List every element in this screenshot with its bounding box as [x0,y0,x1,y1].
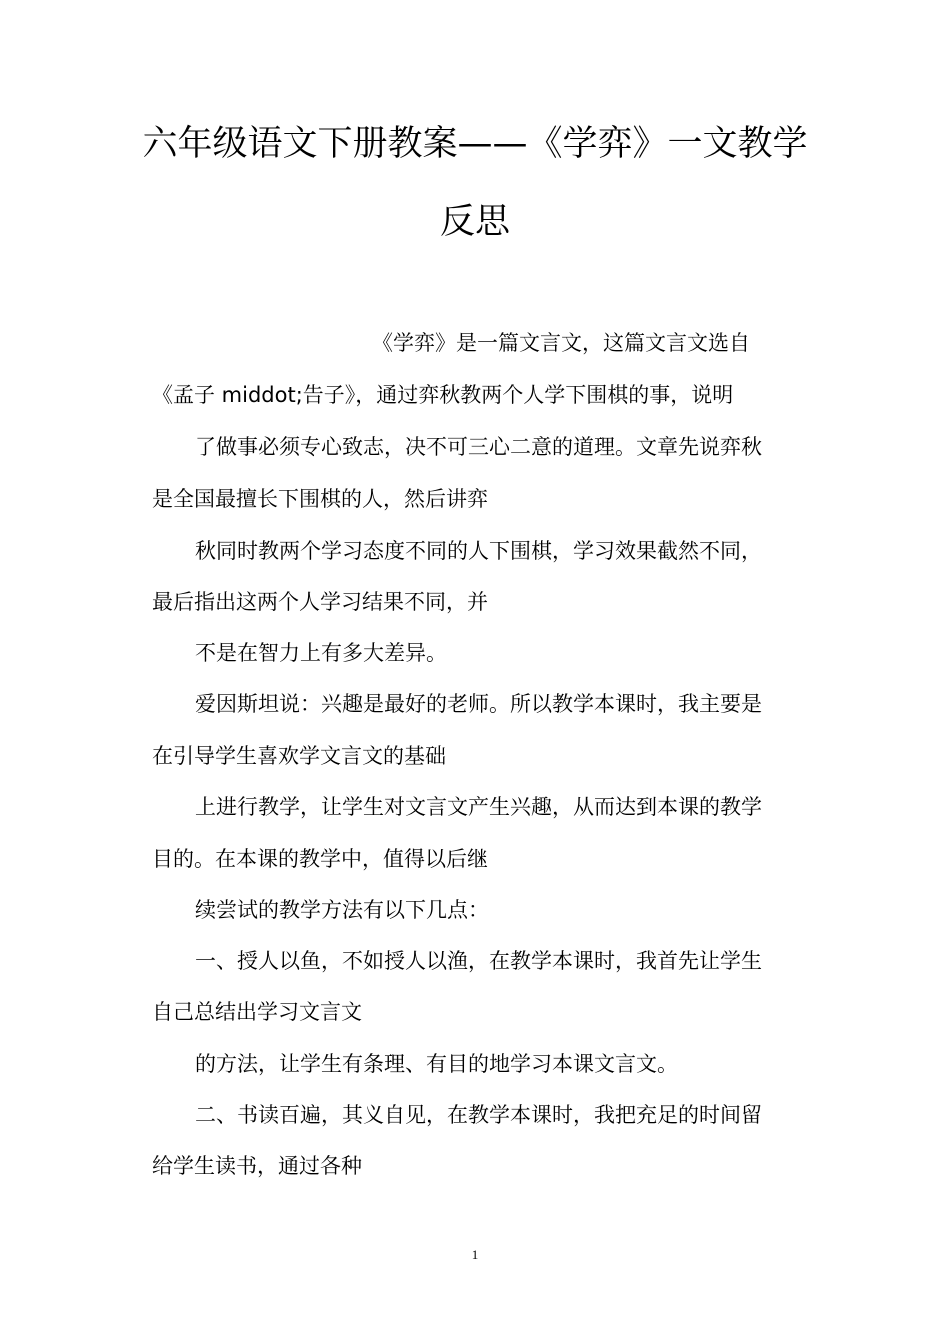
body-line-6: 最后指出这两个人学习结果不同，并 [152,590,488,614]
body-line-9: 在引导学生喜欢学文言文的基础 [152,744,446,768]
body-line-5: 秋同时教两个学习态度不同的人下围棋，学习效果截然不同， [195,539,762,563]
body-line-10: 上进行教学，让学生对文言文产生兴趣，从而达到本课的教学 [195,795,762,819]
body-line-3: 了做事必须专心致志，决不可三心二意的道理。文章先说弈秋 [195,435,762,459]
body-line-16: 二、书读百遍，其义自见，在教学本课时，我把充足的时间留 [195,1103,762,1127]
body-line-13: 一、授人以鱼，不如授人以渔，在教学本课时，我首先让学生 [195,949,762,973]
page-number: 1 [471,1247,479,1262]
body-line-11: 目的。在本课的教学中，值得以后继 [152,847,488,871]
body-line-4: 是全国最擅长下围棋的人，然后讲弈 [152,487,488,511]
body-line-14: 自己总结出学习文言文 [152,1000,362,1024]
body-line-7: 不是在智力上有多大差异。 [195,641,447,665]
body-line-17: 给学生读书，通过各种 [152,1154,362,1178]
title-line-1: 六年级语文下册教案——《学弈》一文教学 [142,124,808,164]
body-line-2: 《孟子 middot;告子》，通过弈秋教两个人学下围棋的事，说明 [152,383,734,407]
body-line-8: 爱因斯坦说：兴趣是最好的老师。所以教学本课时，我主要是 [195,692,762,716]
body-line-12: 续尝试的教学方法有以下几点： [195,898,489,922]
body-line-1: 《学弈》是一篇文言文，这篇文言文选自 [372,331,750,355]
title-line-2: 反思 [439,202,510,242]
body-line-15: 的方法，让学生有条理、有目的地学习本课文言文。 [195,1052,678,1076]
